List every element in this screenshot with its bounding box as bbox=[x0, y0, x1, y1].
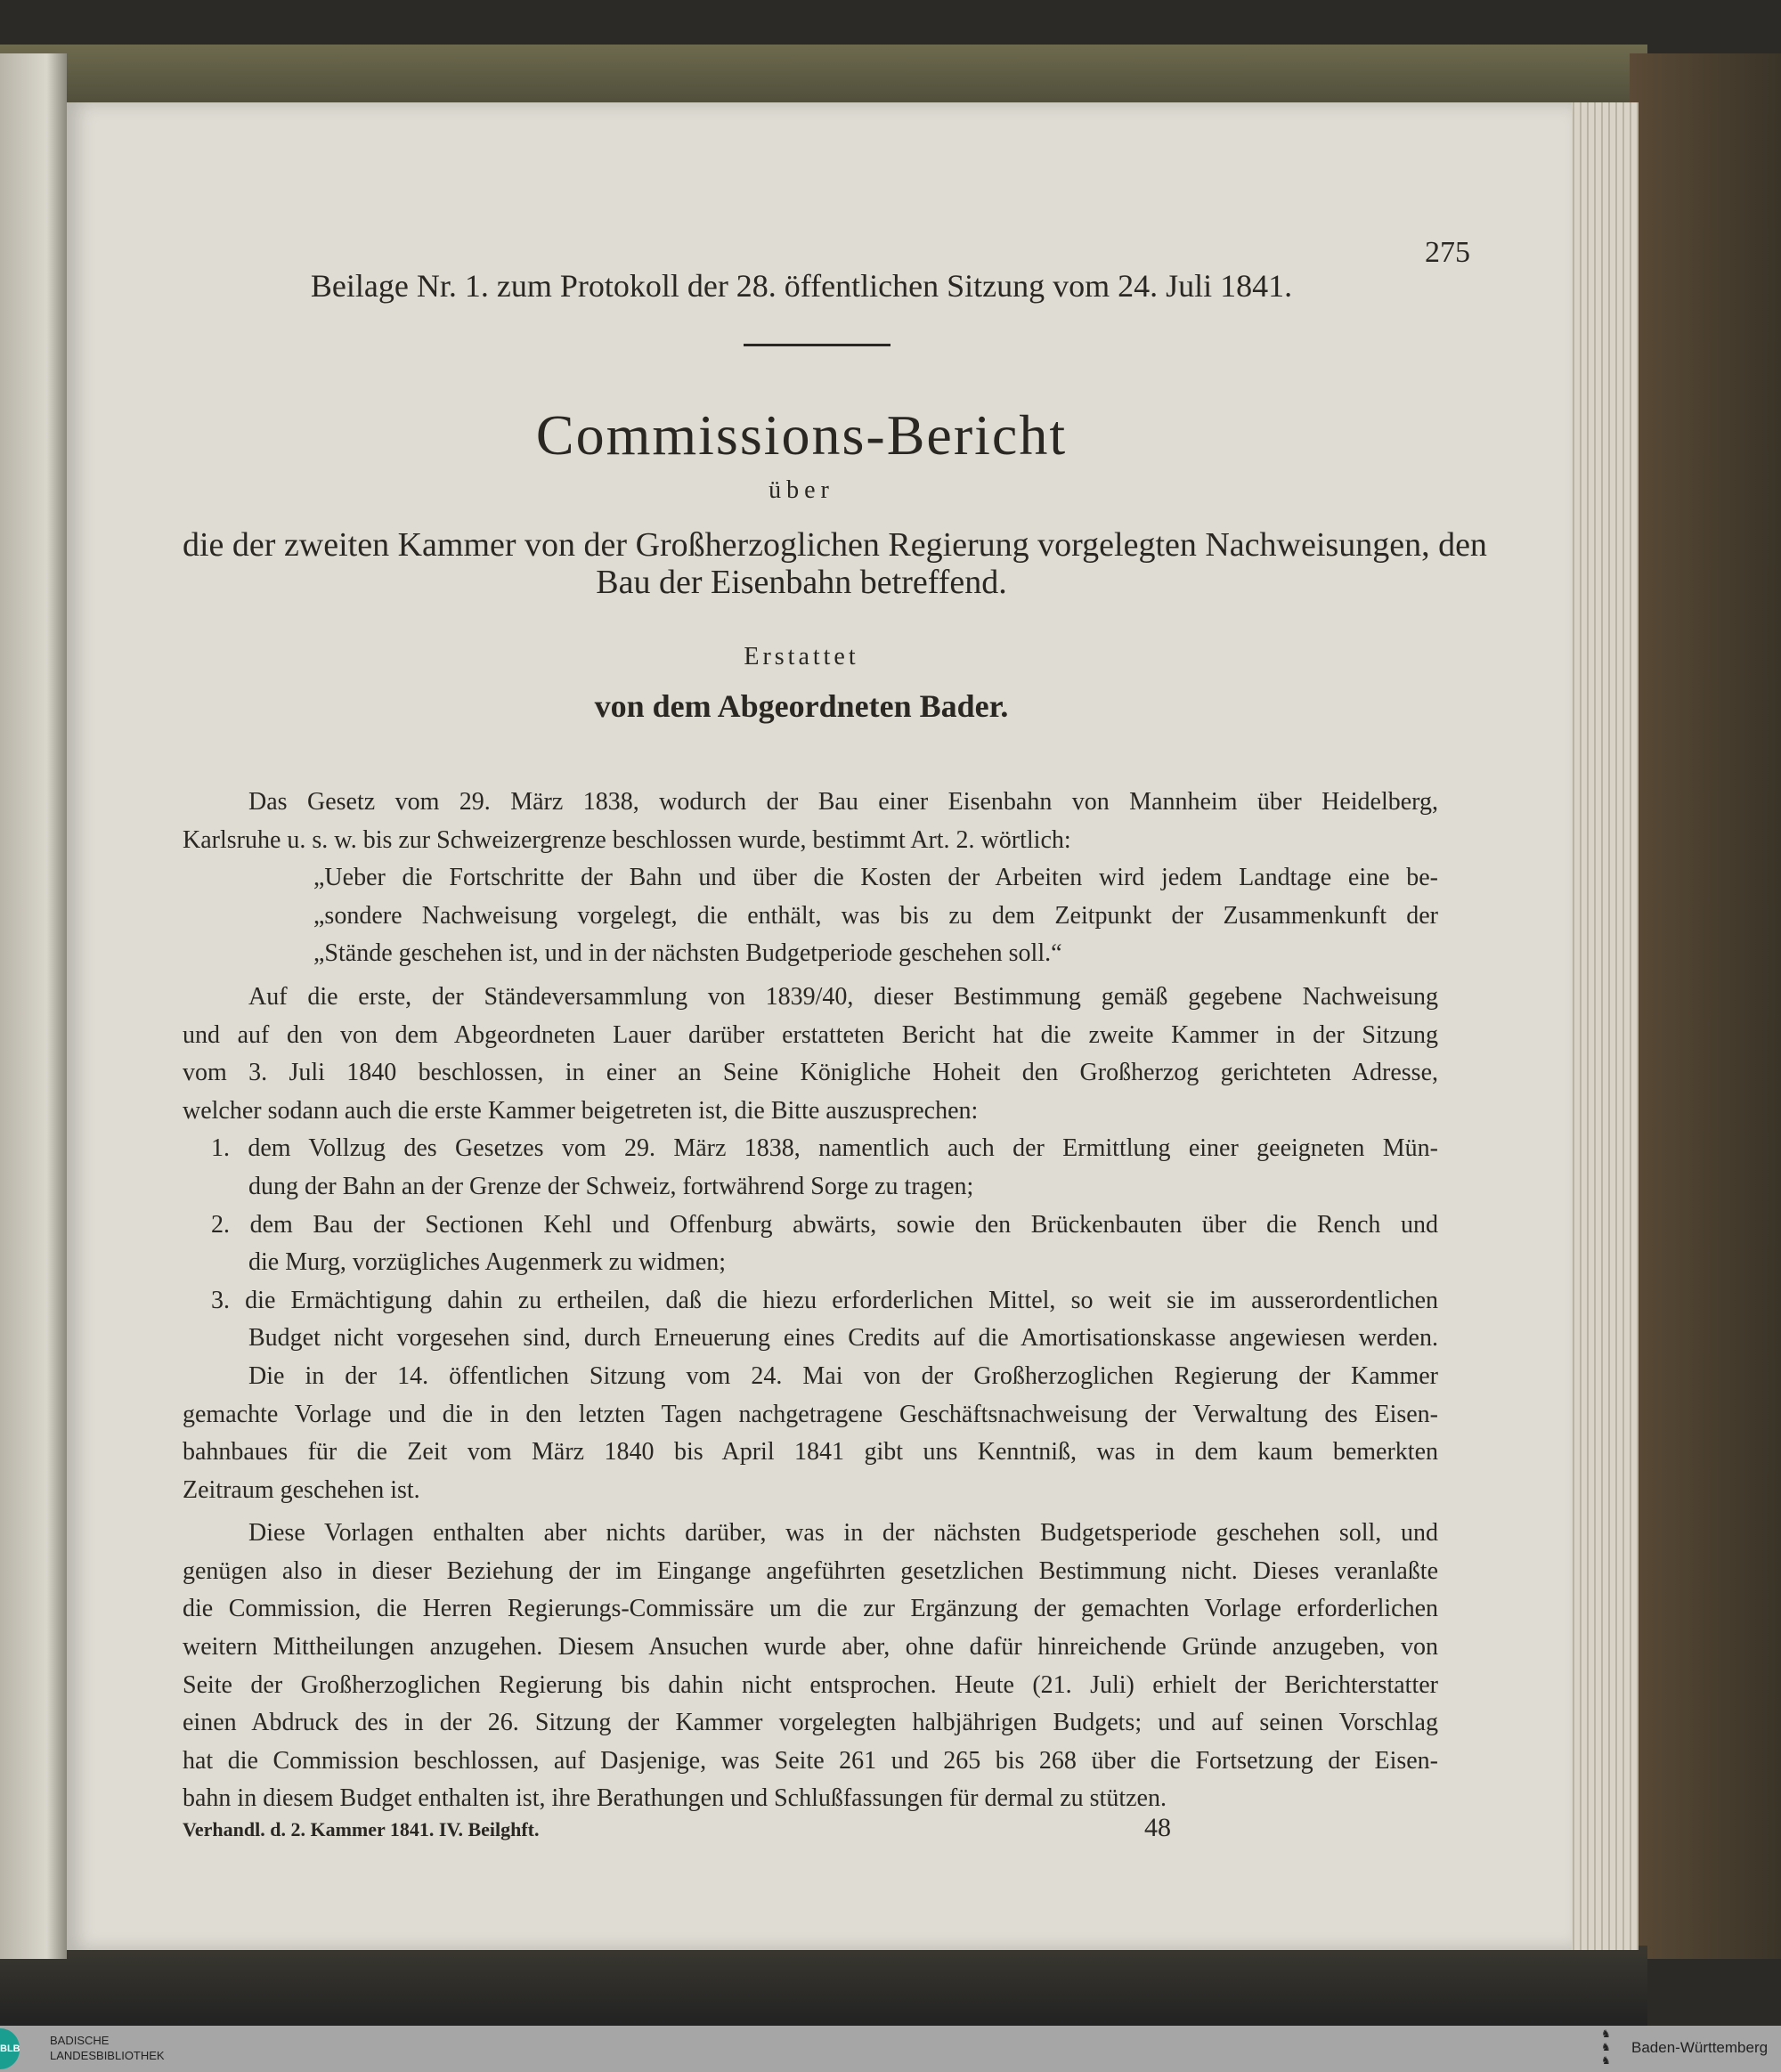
divider bbox=[744, 344, 890, 346]
footer-note: Verhandl. d. 2. Kammer 1841. IV. Beilghft. bbox=[183, 1818, 540, 1840]
body-line: bahn in diesem Budget enthalten ist, ihre Berathungen und Schlußfassungen für dermal zu stützen. bbox=[183, 1784, 1167, 1813]
book-cover-top bbox=[0, 45, 1647, 107]
body-line: genügen also in dieser Beziehung der im Eingange angeführten gesetzlichen Bestimmung nicht. Dieses veranlaßte bbox=[183, 1556, 1438, 1585]
body-line: welcher sodann auch die erste Kammer beigetreten ist, die Bitte auszusprechen: bbox=[183, 1096, 979, 1125]
library-name-line-1: BADISCHE bbox=[50, 2034, 110, 2047]
body-line: Auf die erste, der Ständeversammlung von 1839/40, dieser Bestimmung gemäß gegebene Nachweisung bbox=[248, 982, 1438, 1011]
list-item-1: 1. dem Vollzug des Gesetzes vom 29. März 1838, namentlich auch der Ermittlung einer geeigneten Mün- bbox=[211, 1134, 1438, 1163]
quote-line: „Ueber die Fortschritte der Bahn und über die Kosten der Arbeiten wird jedem Landtage eine be- bbox=[313, 864, 1438, 892]
body-line: Karlsruhe u. s. w. bis zur Schweizergrenze beschlossen wurde, bestimmt Art. 2. wörtlich: bbox=[183, 825, 1071, 854]
body-line: einen Abdruck des in der 26. Sitzung der Kammer vorgelegten halbjährigen Budgets; und auf seinen Vorschlag bbox=[183, 1709, 1438, 1737]
subtitle-line-1: die der zweiten Kammer von der Großherzoglichen Regierung vorgelegten Nachweisungen, den bbox=[183, 526, 1487, 564]
body-line: und auf den von dem Abgeordneten Lauer darüber erstatteten Bericht hat die zweite Kammer in der Sitzung bbox=[183, 1020, 1438, 1049]
quote-line: „Stände geschehen ist, und in der nächsten Budgetperiode geschehen soll.“ bbox=[313, 939, 1062, 968]
blb-logo-text: BLB bbox=[0, 2044, 20, 2054]
list-item-3-cont: Budget nicht vorgesehen sind, durch Erneuerung eines Credits auf die Amortisationskasse angewiesen werden. bbox=[248, 1324, 1438, 1353]
author-line: von dem Abgeordneten Bader. bbox=[594, 688, 1009, 724]
erstattet-label: Erstattet bbox=[744, 643, 859, 670]
signature-number: 48 bbox=[1144, 1813, 1171, 1842]
body-line: Seite der Großherzoglichen Regierung bis dahin nicht entsprochen. Heute (21. Juli) erhielt der Berichterstatter bbox=[183, 1670, 1438, 1699]
quote-line: „sondere Nachweisung vorgelegt, die enthält, was bis zu dem Zeitpunkt der Zusammenkunft der bbox=[313, 901, 1438, 930]
body-line: Das Gesetz vom 29. März 1838, wodurch der Bau einer Eisenbahn von Mannheim über Heidelberg, bbox=[248, 788, 1438, 816]
body-line: Die in der 14. öffentlichen Sitzung vom 24. Mai von der Großherzoglichen Regierung der Kammer bbox=[248, 1361, 1438, 1390]
library-name-line-2: LANDESBIBLIOTHEK bbox=[50, 2049, 165, 2062]
blb-logo-icon[interactable] bbox=[0, 2028, 20, 2069]
list-item-2: 2. dem Bau der Sectionen Kehl und Offenburg abwärts, sowie den Brückenbauten über die Rench und bbox=[211, 1210, 1438, 1239]
subtitle-line-2: Bau der Eisenbahn betreffend. bbox=[596, 564, 1007, 601]
library-name[interactable] bbox=[50, 2033, 165, 2063]
body-line: Diese Vorlagen enthalten aber nichts darüber, was in der nächsten Budgetsperiode geschehen soll, und bbox=[248, 1519, 1438, 1548]
page-header: Beilage Nr. 1. zum Protokoll der 28. öffentlichen Sitzung vom 24. Juli 1841. bbox=[310, 268, 1293, 304]
left-page-edge bbox=[0, 53, 67, 1959]
body-line: Zeitraum geschehen ist. bbox=[183, 1475, 420, 1504]
body-text bbox=[183, 784, 1438, 1818]
body-line: bahnbaues für die Zeit vom März 1840 bis April 1841 gibt uns Kenntniß, was in dem kaum bemerkten bbox=[183, 1438, 1438, 1467]
document-title: Commissions-Bericht bbox=[535, 403, 1068, 467]
body-line: gemachte Vorlage und die in den letzten Tagen nachgetragene Geschäftsnachweisung der Verwaltung des Eisen- bbox=[183, 1400, 1438, 1428]
lions-coat-of-arms-icon: ♞ ♞ ♞ bbox=[1601, 2027, 1611, 2067]
body-line: weitern Mittheilungen anzugehen. Diesem Ansuchen wurde aber, ohne dafür hinreichende Gründe anzugeben, von bbox=[183, 1633, 1438, 1662]
list-item-2-cont: die Murg, vorzügliches Augenmerk zu widmen; bbox=[248, 1248, 727, 1277]
state-name-link[interactable]: Baden-Württemberg bbox=[1631, 2039, 1769, 2056]
title-ueber: über bbox=[769, 476, 834, 504]
page-number: 275 bbox=[1425, 236, 1470, 269]
list-item-1-cont: dung der Bahn an der Grenze der Schweiz, fortwährend Sorge zu tragen; bbox=[248, 1172, 974, 1200]
body-line: hat die Commission beschlossen, auf Dasjenige, was Seite 261 und 265 bis 268 über die Fortsetzung der Eisen- bbox=[183, 1746, 1438, 1775]
book-cover-right bbox=[1630, 53, 1781, 1959]
body-line: die Commission, die Herren Regierungs-Commissäre um die zur Ergänzung der gemachten Vorlage erforderlichen bbox=[183, 1595, 1438, 1623]
body-line: vom 3. Juli 1840 beschlossen, in einer an Seine Königliche Hoheit den Großherzog gerichteten Adresse, bbox=[183, 1059, 1438, 1087]
list-item-3: 3. die Ermächtigung dahin zu ertheilen, daß die hiezu erforderlichen Mittel, so weit sie im ausserordentlichen bbox=[211, 1286, 1438, 1314]
page-stack bbox=[1567, 102, 1639, 1950]
book-cover-bottom bbox=[0, 1946, 1647, 2026]
viewer-footer-bar bbox=[0, 2026, 1781, 2072]
